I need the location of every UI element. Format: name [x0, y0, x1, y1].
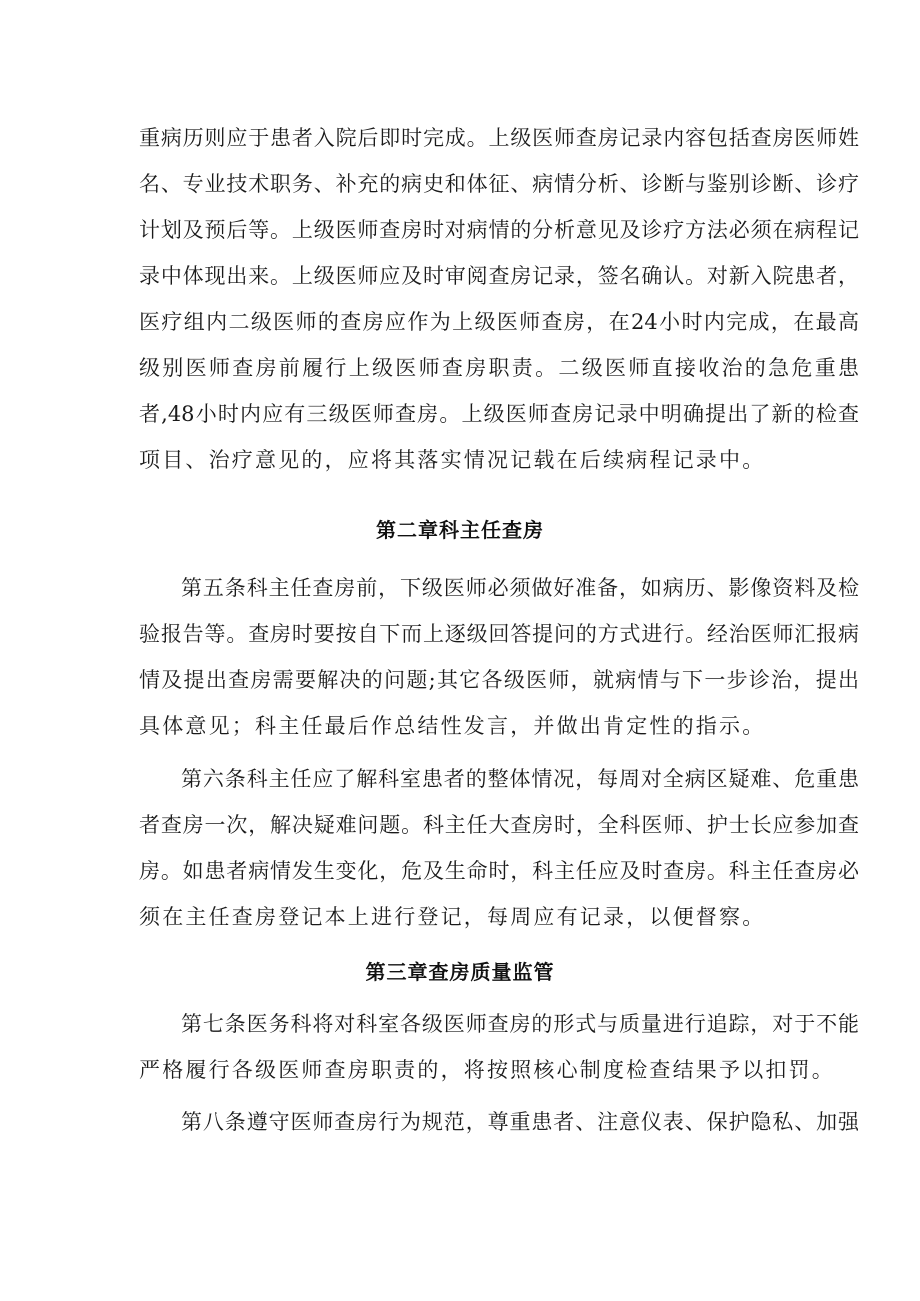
article7-line-1: 第七条医务科将对科室各级医师查房的形式与质量进行追踪，对于不能 — [181, 1012, 859, 1036]
article8-line-1: 第八条遵守医师查房行为规范，尊重患者、注意仪表、保护隐私、加强 — [181, 1110, 859, 1134]
intro-line-6: 级别医师查房前履行上级医师查房职责。二级医师直接收治的急危重患 — [139, 356, 859, 380]
intro-line-8: 项目、治疗意见的，应将其落实情况记载在后续病程记录中。 — [139, 448, 766, 472]
chapter2-title: 第二章科主任查房 — [376, 518, 544, 542]
intro-line-4: 录中体现出来。上级医师应及时审阅查房记录，签名确认。对新入院患者， — [139, 264, 859, 288]
article6-line-3: 房。如患者病情发生变化，危及生命时，科主任应及时查房。科主任查房必 — [139, 859, 859, 883]
article7-line-2: 严格履行各级医师查房职责的，将按照核心制度检查结果予以扣罚。 — [139, 1058, 835, 1082]
article5-line-2: 验报告等。查房时要按自下而上逐级回答提问的方式进行。经治医师汇报病 — [139, 622, 859, 646]
article6-line-1: 第六条科主任应了解科室患者的整体情况，每周对全病区疑难、危重患 — [181, 767, 859, 791]
article6-line-4: 须在主任查房登记本上进行登记，每周应有记录，以便督察。 — [139, 905, 766, 929]
intro-line-5: 医疗组内二级医师的查房应作为上级医师查房，在24小时内完成，在最高 — [139, 310, 859, 334]
intro-line-2: 名、专业技术职务、补充的病史和体征、病情分析、诊断与鉴别诊断、诊疗 — [139, 172, 859, 196]
article5-line-3: 情及提出查房需要解决的问题;其它各级医师，就病情与下一步诊治，提出 — [139, 668, 859, 692]
article5-line-1: 第五条科主任查房前，下级医师必须做好准备，如病历、影像资料及检 — [181, 576, 859, 600]
intro-line-3: 计划及预后等。上级医师查房时对病情的分析意见及诊疗方法必须在病程记 — [139, 218, 859, 242]
article5-line-4: 具体意见；科主任最后作总结性发言，并做出肯定性的指示。 — [139, 714, 766, 738]
chapter3-title: 第三章查房质量监管 — [365, 960, 555, 984]
intro-line-7: 者,48小时内应有三级医师查房。上级医师查房记录中明确提出了新的检查 — [139, 402, 859, 426]
intro-line-1: 重病历则应于患者入院后即时完成。上级医师查房记录内容包括查房医师姓 — [139, 126, 859, 150]
article6-line-2: 者查房一次，解决疑难问题。科主任大查房时，全科医师、护士长应参加查 — [139, 813, 859, 837]
